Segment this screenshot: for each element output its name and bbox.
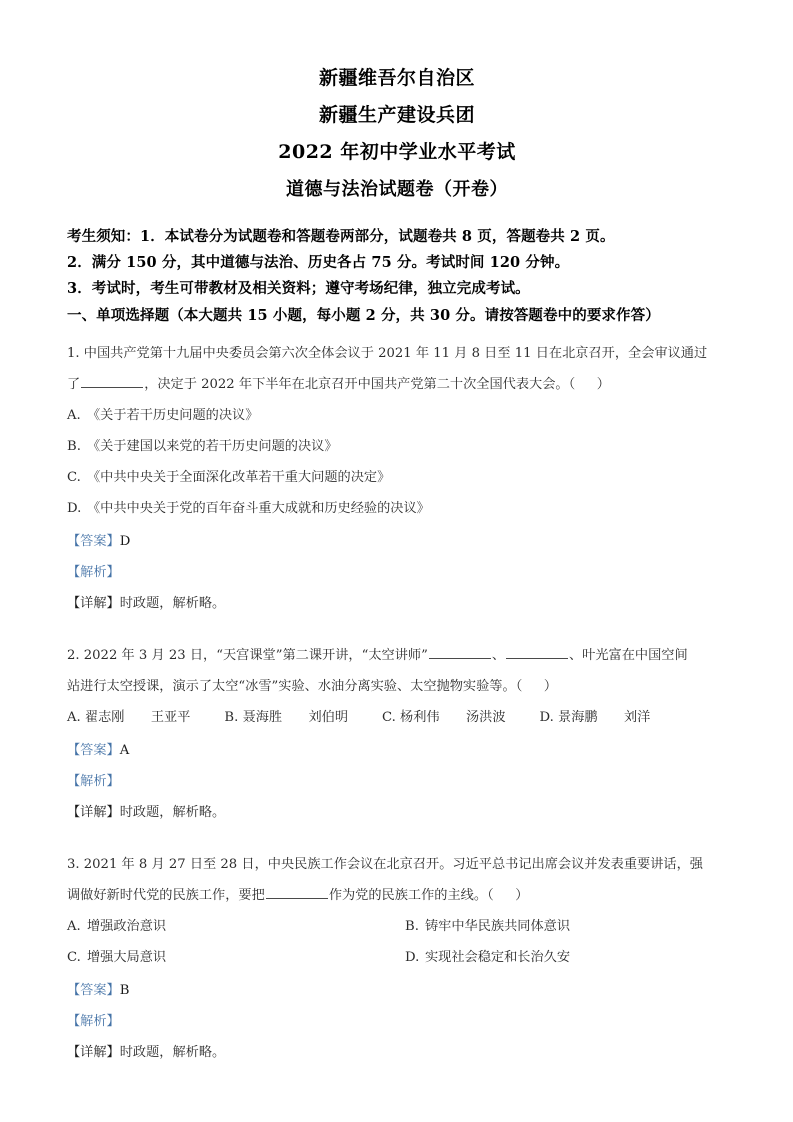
detail-tag: 【详解】 — [67, 596, 120, 611]
title-line-corps: 新疆生产建设兵团 — [318, 104, 475, 126]
answer-tag: 【答案】 — [67, 983, 120, 998]
question-1-stem-line1: 1. 中国共产党第十九届中央委员会第六次全体会议于 2021 年 11 月 8 日至 11 日在北京召开，全会审议通过 — [67, 346, 708, 361]
question-2-answer-value: A — [119, 743, 130, 758]
option-text: 实现社会稳定和长治久安 — [425, 950, 571, 965]
question-3-option-c[interactable] — [67, 942, 405, 973]
question-spacer — [67, 619, 727, 631]
question-2-stem-mid: 、 — [491, 648, 505, 663]
question-1-answer-value: D — [119, 534, 131, 549]
question-2-options — [67, 702, 727, 733]
question-1-answer-slot[interactable] — [575, 377, 597, 392]
document-title-block — [67, 0, 727, 208]
question-3-stem-line2 — [67, 880, 727, 911]
question-2 — [67, 640, 727, 828]
question-2-option-c[interactable] — [382, 702, 506, 733]
question-1-detail-text: 时政题，解析略。 — [119, 596, 226, 611]
option-label: C. — [382, 710, 396, 725]
question-1-option-a[interactable] — [67, 400, 727, 431]
title-line-subject: 道德与法治试题卷（开卷） — [286, 179, 508, 200]
question-3-stem-post: 作为党的民族工作的主线。（ — [328, 888, 494, 903]
question-3-option-row-2 — [67, 942, 727, 973]
question-2-stem-pre: 2. 2022 年 3 月 23 日，“天宫课堂”第二课开讲，“太空讲师” — [67, 648, 428, 663]
option-text: 《中共中央关于全面深化改革若干重大问题的决定》 — [87, 470, 391, 485]
answer-tag: 【答案】 — [67, 743, 120, 758]
question-2-option-b[interactable] — [224, 702, 348, 733]
question-1-fill-blank[interactable] — [81, 374, 143, 388]
notice-line-1: 考生须知：1．本试卷分为试题卷和答题卷两部分，试题卷共 8 页，答题卷共 2 页。 — [67, 228, 615, 245]
option-label: D. — [405, 950, 420, 965]
question-3-options — [67, 911, 727, 973]
question-2-fill-blank-2[interactable] — [506, 645, 568, 659]
question-2-answer-slot[interactable] — [522, 679, 544, 694]
question-3-stem-pre: 调做好新时代党的民族工作，要把 — [67, 888, 265, 903]
question-spacer — [67, 828, 727, 840]
option-text: 聂海胜 刘伯明 — [242, 710, 349, 725]
question-1-stem — [67, 338, 727, 369]
option-label: A. — [67, 919, 81, 934]
question-1-stem-line2 — [67, 369, 727, 400]
option-label: A. — [67, 408, 81, 423]
option-text: 翟志刚 王亚平 — [84, 710, 191, 725]
question-2-stem-line2-text: 站进行太空授课，演示了太空“冰雪”实验、水油分离实验、太空抛物实验等。（ — [67, 679, 523, 694]
question-1-options — [67, 400, 727, 524]
question-2-answer-block — [67, 735, 727, 828]
question-3-analysis-line — [67, 1006, 727, 1037]
question-2-stem-line2 — [67, 671, 727, 702]
option-text: 《关于若干历史问题的决议》 — [87, 408, 259, 423]
question-2-option-a[interactable] — [67, 702, 190, 733]
question-1-detail-line — [67, 588, 727, 619]
question-3-option-a[interactable] — [67, 911, 405, 942]
option-text: 增强大局意识 — [87, 950, 167, 965]
title-line-exam-name: 2022 年初中学业水平考试 — [278, 141, 516, 163]
question-1-option-c[interactable] — [67, 462, 727, 493]
answer-tag: 【答案】 — [67, 534, 120, 549]
title-line-region: 新疆维吾尔自治区 — [318, 67, 475, 89]
option-text: 景海鹏 刘洋 — [558, 710, 651, 725]
question-2-fill-blank-1[interactable] — [429, 645, 491, 659]
question-2-option-d[interactable] — [540, 702, 651, 733]
option-label: C. — [67, 470, 81, 485]
question-2-stem-line1 — [67, 640, 727, 671]
question-1 — [67, 338, 727, 619]
option-label: D. — [539, 710, 554, 725]
notice-line-2: 2．满分 150 分，其中道德与法治、历史各占 75 分。考试时间 120 分钟。 — [67, 254, 570, 271]
option-label: B. — [67, 439, 81, 454]
analysis-tag: 【解析】 — [67, 774, 120, 789]
question-2-stem-post: 、叶光富在中国空间 — [569, 648, 688, 663]
question-3-option-row-1 — [67, 911, 727, 942]
detail-tag: 【详解】 — [67, 805, 120, 820]
option-label: B. — [224, 710, 239, 725]
question-3-stem-line1: 3. 2021 年 8 月 27 日至 28 日，中央民族工作会议在北京召开。习近平总书记出席会议并发表重要讲话，强 — [67, 857, 703, 872]
question-3-answer-block — [67, 975, 727, 1068]
question-1-stem-end: ） — [596, 377, 610, 392]
question-1-stem-post: ，决定于 2022 年下半年在北京召开中国共产党第二十次全国代表大会。（ — [144, 377, 576, 392]
question-3-answer-line — [67, 975, 727, 1006]
option-text: 增强政治意识 — [87, 919, 167, 934]
question-3-detail-text: 时政题，解析略。 — [119, 1045, 226, 1060]
option-label: D. — [67, 501, 82, 516]
detail-tag: 【详解】 — [67, 1045, 120, 1060]
question-3-answer-value: B — [119, 983, 130, 998]
section-heading-multiple-choice: 一、单项选择题（本大题共 15 小题，每小题 2 分，共 30 分。请按答题卷中的要求作答） — [67, 307, 660, 324]
option-label: B. — [405, 919, 419, 934]
question-2-stem-end: ） — [543, 679, 558, 694]
question-3-option-d[interactable] — [405, 942, 727, 973]
option-text: 杨利伟 汤洪波 — [400, 710, 506, 725]
question-2-detail-line — [67, 797, 727, 828]
question-1-option-d[interactable] — [67, 493, 727, 524]
question-3-fill-blank[interactable] — [266, 885, 328, 899]
question-1-answer-block — [67, 526, 727, 619]
option-text: 铸牢中华民族共同体意识 — [425, 919, 571, 934]
question-1-stem-pre: 了 — [67, 377, 81, 392]
candidate-notice-block — [67, 224, 727, 329]
notice-line-3: 3．考试时，考生可带教材及相关资料；遵守考场纪律，独立完成考试。 — [67, 280, 530, 297]
question-2-detail-text: 时政题，解析略。 — [119, 805, 226, 820]
option-text: 《中共中央关于党的百年奋斗重大成就和历史经验的决议》 — [87, 501, 430, 516]
question-2-answer-line — [67, 735, 727, 766]
question-3-detail-line — [67, 1037, 727, 1068]
option-label: C. — [67, 950, 81, 965]
analysis-tag: 【解析】 — [67, 1014, 120, 1029]
question-3 — [67, 849, 727, 1068]
option-label: A. — [67, 710, 81, 725]
question-1-option-b[interactable] — [67, 431, 727, 462]
question-3-stem-end: ） — [515, 888, 529, 903]
question-3-option-b[interactable] — [405, 911, 727, 942]
option-text: 《关于建国以来党的若干历史问题的决议》 — [87, 439, 338, 454]
analysis-tag: 【解析】 — [67, 565, 120, 580]
question-2-analysis-line — [67, 766, 727, 797]
page-content — [67, 0, 727, 1068]
question-1-analysis-line — [67, 557, 727, 588]
question-3-answer-slot[interactable] — [494, 888, 516, 903]
question-1-answer-line — [67, 526, 727, 557]
